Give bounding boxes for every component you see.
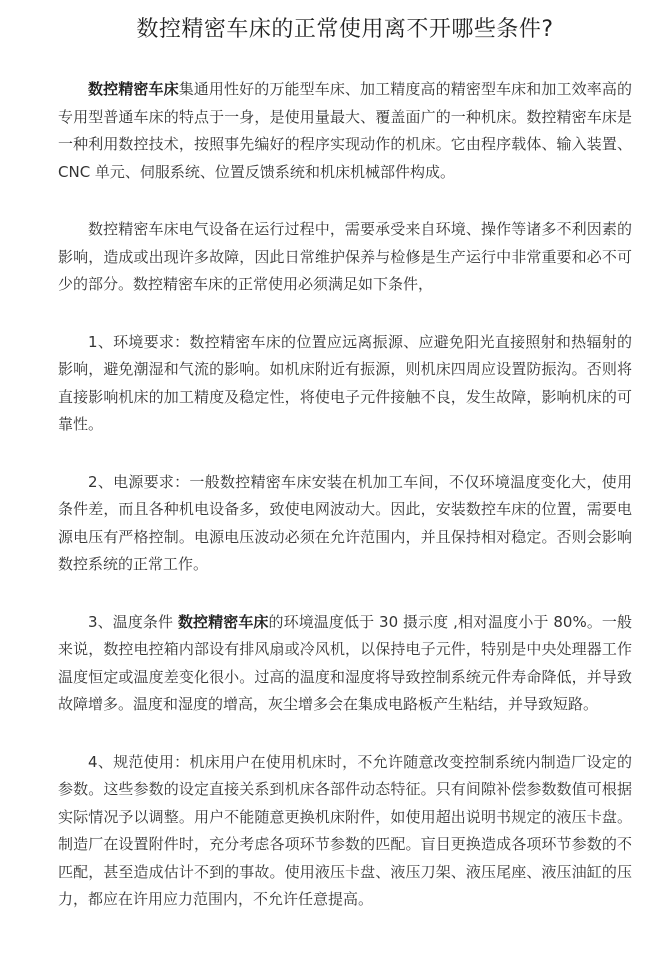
paragraph-intro [58,76,632,186]
paragraph-maintenance [58,216,632,299]
paragraph-text: 的环境温度低于 30 摄示度 ,相对温度小于 80%。一般来说，数控电控箱内部设有排风扇或冷风机，以保持电子元件，特别是中央处理器工作温度恒定或温度差变化很小。过高的温度和湿度将导致控制系统元件寿命降低，并导致故障增多。温度和湿度的增高，灰尘增多会在集成电路板产生粘结，并导致短路。 [58,612,632,713]
paragraph-usage [58,749,632,914]
paragraph-text: 集通用性好的万能型车床、加工精度高的精密型车床和加工效率高的专用型普通车床的特点于一身，是使用量最大、覆盖面广的一种机床。数控精密车床是一种利用数控技术，按照事先编好的程序实现动作的机床。它由程序载体、输入装置、CNC 单元、伺服系统、位置反馈系统和机床机械部件构成。 [58,80,632,181]
paragraph-power [58,469,632,579]
keyword-highlight: 数控精密车床 [88,80,179,98]
keyword-highlight: 数控精密车床 [177,612,269,631]
paragraph-text: 1、环境要求：数控精密车床的位置应远离振源、应避免阳光直接照射和热辐射的影响，避免潮湿和气流的影响。如机床附近有振源，则机床四周应设置防振沟。否则将直接影响机床的加工精度及稳定性，将使电子元件接触不良，发生故障，影响机床的可靠性。 [58,332,632,433]
paragraph-text: 数控精密车床电气设备在运行过程中，需要承受来自环境、操作等诸多不利因素的影响，造成或出现许多故障，因此日常维护保养与检修是生产运行中非常重要和必不可少的部分。数控精密车床的正常使用必须满足如下条件， [58,220,632,293]
article-title: 数控精密车床的正常使用离不开哪些条件? [136,17,554,42]
paragraph-prefix: 3、温度条件 [88,612,178,631]
paragraph-text: 4、规范使用：机床用户在使用机床时，不允许随意改变控制系统内制造厂设定的参数。这些参数的设定直接关系到机床各部件动态特征。只有间隙补偿参数数值可根据实际情况予以调整。用户不能随意更换机床附件，如使用超出说明书规定的液压卡盘。制造厂在设置附件时，充分考虑各项环节参数的匹配。盲目更换造成各项环节参数的不匹配，甚至造成估计不到的事故。使用液压卡盘、液压刀架、液压尾座、液压油缸的压力，都应在许用应力范围内，不允许任意提高。 [58,752,632,908]
paragraph-temperature [58,609,632,719]
paragraph-environment [58,329,632,439]
paragraph-text: 2、电源要求：一般数控精密车床安装在机加工车间，不仅环境温度变化大，使用条件差，而且各种机电设备多，致使电网波动大。因此，安装数控车床的位置，需要电源电压有严格控制。电源电压波动必须在允许范围内，并且保持相对稳定。否则会影响数控系统的正常工作。 [58,472,632,573]
